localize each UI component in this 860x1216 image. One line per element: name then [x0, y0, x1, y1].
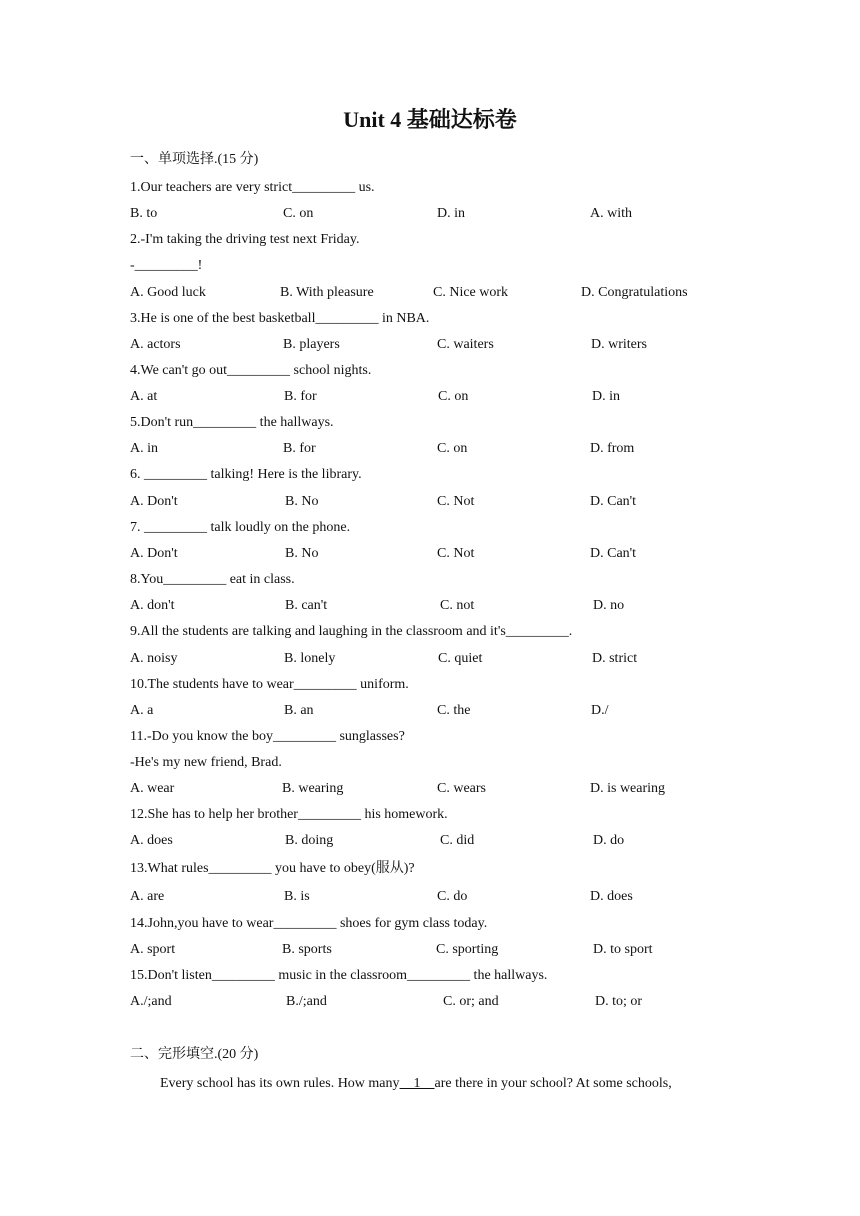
q9-option: C. quiet [438, 651, 483, 666]
question-10: 10.The students have to wear_________ uniform. [130, 677, 409, 692]
q1-option: A. with [590, 206, 632, 221]
q10-option: C. the [437, 703, 471, 718]
q7-option: D. Can't [590, 546, 637, 561]
q14-option: A. sport [130, 942, 176, 957]
question-14: 14.John,you have to wear_________ shoes for gym class today. [130, 916, 488, 931]
q3-option: C. waiters [437, 337, 494, 352]
q6-option: A. Don't [130, 494, 178, 509]
q6-option: D. Can't [590, 494, 637, 509]
q2-option: C. Nice work [433, 285, 509, 300]
q10-option: A. a [130, 703, 154, 718]
q14-option: C. sporting [436, 942, 499, 957]
q9-option: D. strict [592, 651, 638, 666]
q13-option: D. does [590, 889, 633, 904]
section-heading-2: 二、完形填空.(20 分) [130, 1047, 259, 1062]
q8-option: B. can't [285, 598, 328, 613]
question-1: 1.Our teachers are very strict_________ us. [130, 180, 375, 195]
q11-option: D. is wearing [590, 781, 666, 796]
q2-option: B. With pleasure [280, 285, 374, 300]
section-heading-1: 一、单项选择.(15 分) [130, 152, 259, 167]
q15-option: C. or; and [443, 994, 499, 1009]
cloze-blank-1: 1 [399, 1076, 435, 1091]
question-5: 5.Don't run_________ the hallways. [130, 415, 334, 430]
q4-option: B. for [284, 389, 317, 404]
q13-option: C. do [437, 889, 468, 904]
q3-option: B. players [283, 337, 340, 352]
q14-option: D. to sport [593, 942, 653, 957]
q11-option: A. wear [130, 781, 175, 796]
q7-option: A. Don't [130, 546, 178, 561]
q1-option: C. on [283, 206, 314, 221]
q9-option: A. noisy [130, 651, 178, 666]
q7-option: B. No [285, 546, 319, 561]
question-11-response: -He's my new friend, Brad. [130, 755, 282, 770]
q12-option: B. doing [285, 833, 334, 848]
cloze-text-after: are there in your school? At some schools, [434, 1076, 672, 1091]
q4-option: C. on [438, 389, 469, 404]
q11-option: C. wears [437, 781, 486, 796]
q2-option: A. Good luck [130, 285, 206, 300]
q3-option: A. actors [130, 337, 181, 352]
q8-option: C. not [440, 598, 475, 613]
q10-option: B. an [284, 703, 314, 718]
q15-option: A./;and [130, 994, 172, 1009]
q4-option: D. in [592, 389, 620, 404]
q8-option: D. no [593, 598, 625, 613]
cloze-text-before: Every school has its own rules. How many [160, 1076, 400, 1091]
q6-option: B. No [285, 494, 319, 509]
q13-option: A. are [130, 889, 165, 904]
q13-option: B. is [284, 889, 310, 904]
q8-option: A. don't [130, 598, 175, 613]
q11-option: B. wearing [282, 781, 344, 796]
q1-option: B. to [130, 206, 158, 221]
q14-option: B. sports [282, 942, 332, 957]
question-2-response: -_________! [130, 258, 203, 273]
page-title: Unit 4 基础达标卷 [343, 107, 517, 132]
q1-option: D. in [437, 206, 465, 221]
q2-option: D. Congratulations [581, 285, 688, 300]
q5-option: A. in [130, 441, 158, 456]
q7-option: C. Not [437, 546, 475, 561]
question-12: 12.She has to help her brother_________ his homework. [130, 807, 448, 822]
question-4: 4.We can't go out_________ school nights. [130, 363, 372, 378]
q12-option: D. do [593, 833, 625, 848]
q15-option: B./;and [286, 994, 327, 1009]
cloze-paragraph [160, 1075, 672, 1093]
q9-option: B. lonely [284, 651, 336, 666]
q15-option: D. to; or [595, 994, 643, 1009]
question-8: 8.You_________ eat in class. [130, 572, 295, 587]
q10-option: D./ [591, 703, 609, 718]
q6-option: C. Not [437, 494, 475, 509]
question-6: 6. _________ talking! Here is the library. [130, 467, 362, 482]
question-15: 15.Don't listen_________ music in the classroom_________ the hallways. [130, 968, 548, 983]
q5-option: B. for [283, 441, 316, 456]
q3-option: D. writers [591, 337, 647, 352]
q12-option: A. does [130, 833, 173, 848]
q5-option: D. from [590, 441, 635, 456]
question-2: 2.-I'm taking the driving test next Friday. [130, 232, 360, 247]
q4-option: A. at [130, 389, 158, 404]
question-3: 3.He is one of the best basketball_________ in NBA. [130, 311, 430, 326]
question-9: 9.All the students are talking and laughing in the classroom and it's_________. [130, 624, 573, 639]
q12-option: C. did [440, 833, 475, 848]
q5-option: C. on [437, 441, 468, 456]
question-7: 7. _________ talk loudly on the phone. [130, 520, 351, 535]
question-13: 13.What rules_________ you have to obey(服从)? [130, 861, 415, 876]
question-11: 11.-Do you know the boy_________ sunglasses? [130, 729, 405, 744]
